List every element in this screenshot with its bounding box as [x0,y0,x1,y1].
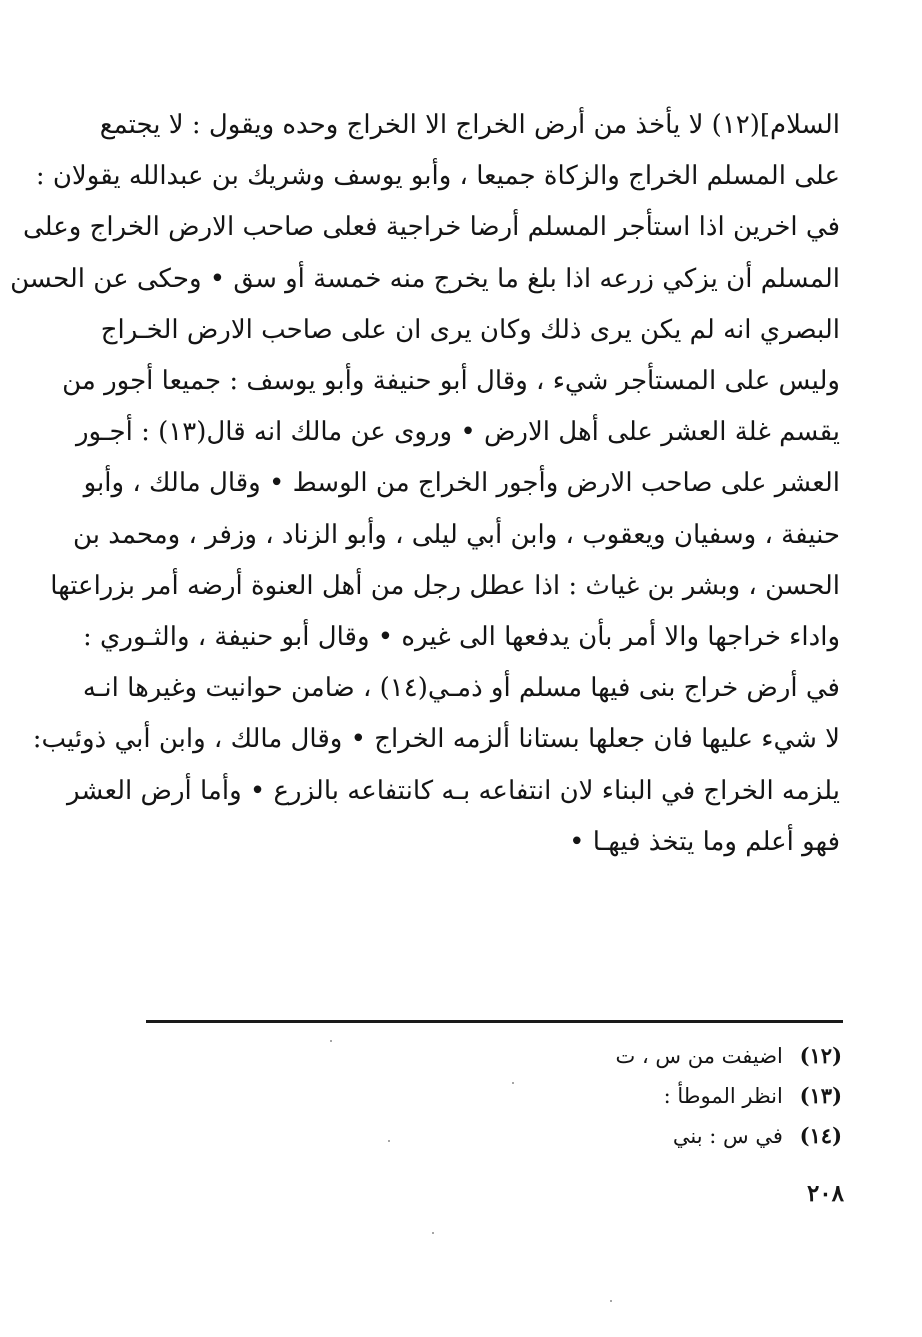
footnote-divider [146,1020,843,1023]
footnotes [342,1036,842,1156]
footnote-text: اضيفت من س ، ت [615,1044,783,1068]
scan-speck [388,1140,390,1142]
text-line: وليس على المستأجر شيء ، وقال أبو حنيفة وأبو يوسف : جميعا أجور من [62,366,840,397]
footnote-text: انظر الموطأ : [663,1084,783,1108]
footnote-number: (١٤) [799,1123,842,1148]
text-line: الحسن ، وبشر بن غياث : اذا عطل رجل من أهل العنوة أرضه أمر بزراعتها [50,570,840,601]
text-line: واداء خراجها والا أمر بأن يدفعها الى غيره • وقال أبو حنيفة ، والثـوري : [82,622,840,653]
text-line: السلام](١٢) لا يأخذ من أرض الخراج الا الخراج وحده ويقول : لا يجتمع [99,110,840,140]
text-line: لا شيء عليها فان جعلها بستانا ألزمه الخراج • وقال مالك ، وابن أبي ذوئيب: [32,724,840,755]
footnote-text: في س : بني [672,1124,783,1148]
text-line: حنيفة ، وسفيان ويعقوب ، وابن أبي ليلى ، وأبو الزناد ، وزفر ، ومحمد بن [72,519,840,550]
page-number: ٢٠٨ [806,1180,844,1207]
scan-speck [610,1300,612,1302]
main-text [10,100,840,868]
text-line: يلزمه الخراج في البناء لان انتفاعه بـه كانتفاعه بالزرع • وأما أرض العشر [67,775,840,806]
scan-speck [330,1040,332,1042]
footnote-item [342,1076,842,1116]
text-line: المسلم أن يزكي زرعه اذا بلغ ما يخرج منه خمسة أو سق • وحكى عن الحسن [10,263,840,294]
footnote-item [342,1116,842,1156]
text-line: على المسلم الخراج والزكاة جميعا ، وأبو يوسف وشريك بن عبدالله يقولان : [35,161,840,192]
footnote-number: (١٣) [799,1083,842,1108]
text-line: فهو أعلم وما يتخذ فيهـا • [569,826,840,857]
text-line: البصري انه لم يكن يرى ذلك وكان يرى ان على صاحب الارض الخـراج [100,314,840,345]
text-line: العشر على صاحب الارض وأجور الخراج من الوسط • وقال مالك ، وأبو [83,468,840,499]
footnote-item [342,1036,842,1076]
scan-speck [432,1232,434,1234]
text-line: في أرض خراج بنى فيها مسلم أو ذمـي(١٤) ، ضامن حوانيت وغيرها انـه [82,673,840,704]
scan-speck [512,1082,514,1084]
text-line: يقسم غلة العشر على أهل الارض • وروى عن مالك انه قال(١٣) : أجـور [75,417,840,448]
footnote-number: (١٢) [799,1043,842,1068]
text-line: في اخرين اذا استأجر المسلم أرضا خراجية فعلى صاحب الارض الخراج وعلى [23,212,840,243]
